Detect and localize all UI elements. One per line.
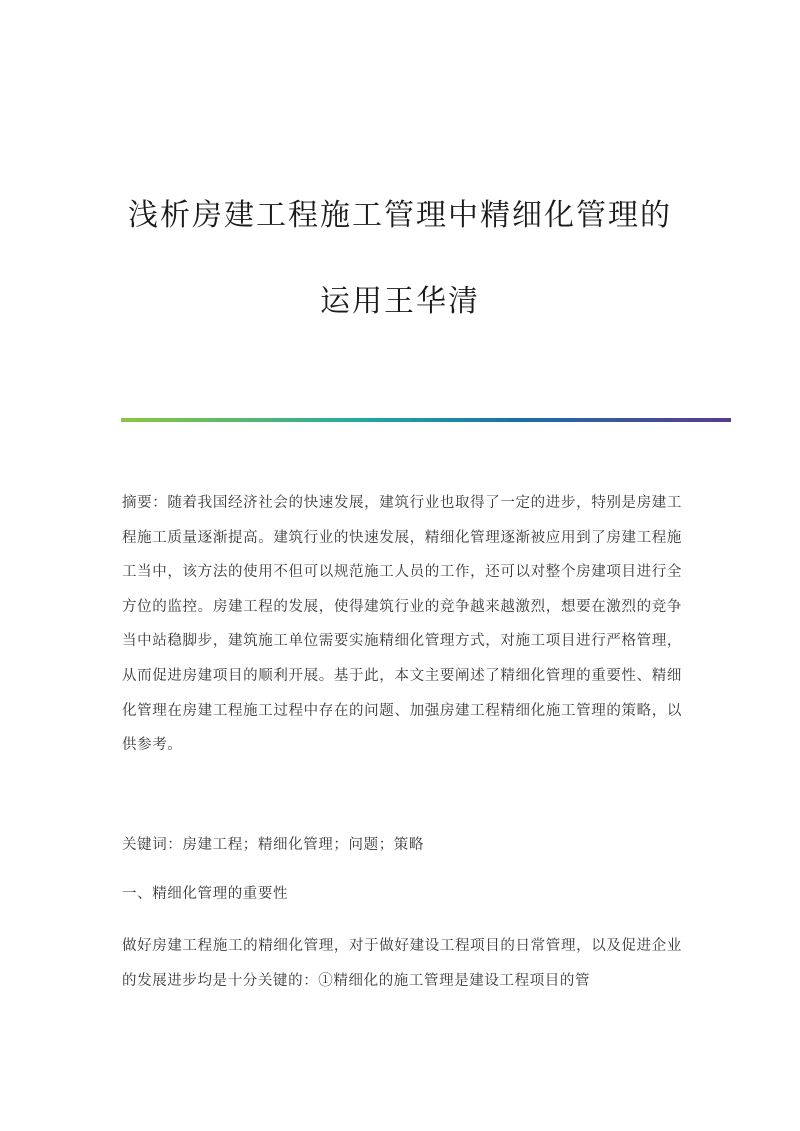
section-paragraph: 做好房建工程施工的精细化管理，对于做好建设工程项目的日常管理，以及促进企业的发展进步均是十分关键的：①精细化的施工管理是建设工程项目的管: [122, 938, 682, 989]
keywords-line: 关键词：房建工程；精细化管理；问题；策略: [122, 837, 424, 853]
abstract-paragraph: 摘要：随着我国经济社会的快速发展，建筑行业也取得了一定的进步，特别是房建工程施工质量逐渐提高。建筑行业的快速发展，精细化管理逐渐被应用到了房建工程施工当中，该方法的使用不但可以规范施工人员的工作，还可以对整个房建项目进行全方位的监控。房建工程的发展，使得建筑行业的竞争越来越激烈，想要在激烈的竞争当中站稳脚步，建筑施工单位需要实施精细化管理方式，对施工项目进行严格管理，从而促进房建项目的顺利开展。基于此，本文主要阐述了精细化管理的重要性、精细化管理在房建工程施工过程中存在的问题、加强房建工程精细化施工管理的策略，以供参考。: [122, 495, 682, 754]
document-title-line-2: 运用王华清: [320, 284, 480, 319]
document-title-line-1: 浅析房建工程施工管理中精细化管理的: [128, 198, 672, 233]
gradient-divider: [121, 418, 731, 422]
section-heading: 一、精细化管理的重要性: [122, 886, 289, 902]
